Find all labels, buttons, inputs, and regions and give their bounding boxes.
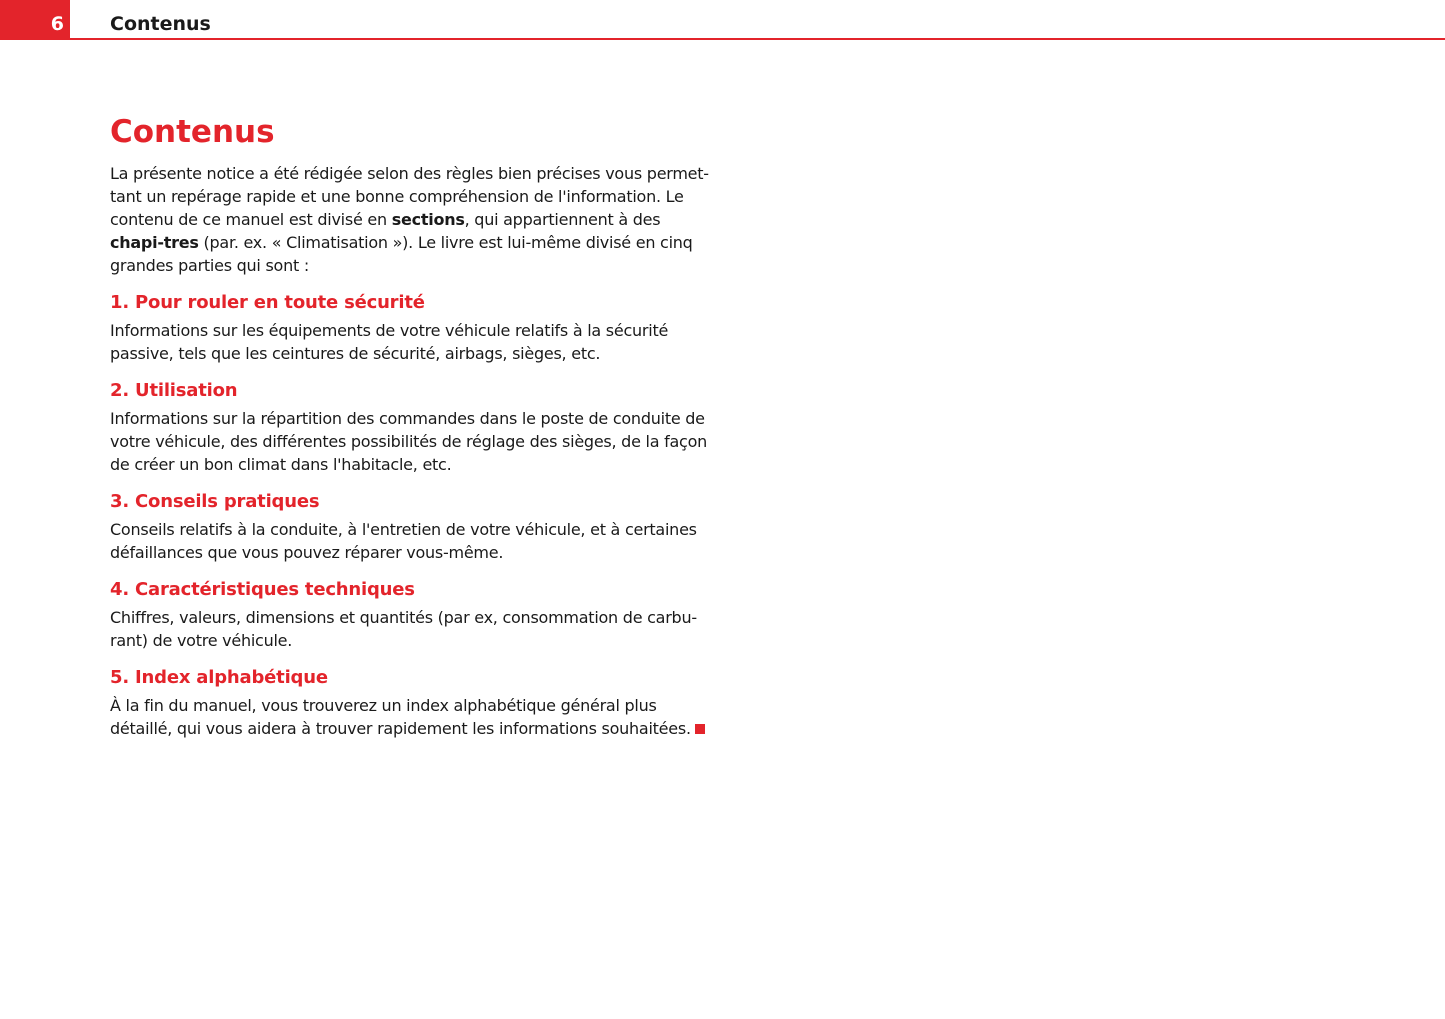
section-text-practical-tips: Conseils relatifs à la conduite, à l'entretien de votre véhicule, et à certaines défaillances que vous pouvez réparer vous-même. [110, 520, 697, 562]
section-heading-practical-tips: 3. Conseils pratiques [110, 491, 320, 512]
section-text-technical-data: Chiffres, valeurs, dimensions et quantités (par ex, consommation de carbu-rant) de votre véhicule. [110, 608, 697, 650]
section-heading-operation: 2. Utilisation [110, 380, 238, 401]
intro-text-3: (par. ex. « Climatisation »). Le livre est lui-même divisé en cinq grandes parties qui sont : [110, 233, 693, 275]
section-text-safety: Informations sur les équipements de votre véhicule relatifs à la sécurité passive, tels que les ceintures de sécurité, airbags, sièges, etc. [110, 321, 669, 363]
intro-bold-chapters: chapi-tres [110, 233, 199, 252]
header-divider [0, 38, 1445, 40]
running-title: Contenus [110, 13, 211, 35]
section-heading-safety: 1. Pour rouler en toute sécurité [110, 292, 425, 313]
section-heading-index: 5. Index alphabétique [110, 667, 328, 688]
end-of-section-marker-icon [695, 724, 705, 734]
page-number: 6 [50, 13, 64, 35]
section-text-operation: Informations sur la répartition des commandes dans le poste de conduite de votre véhicule, des différentes possibilités de réglage des sièges, de la façon de créer un bon climat dans l'habitacle, etc. [110, 409, 707, 474]
section-heading-technical-data: 4. Caractéristiques techniques [110, 579, 415, 600]
main-content [110, 110, 710, 740]
page-title: Contenus [110, 114, 275, 150]
intro-bold-sections: sections [391, 210, 465, 229]
section-text-index-paragraph [110, 694, 710, 740]
intro-text-1: La présente notice a été rédigée selon des règles bien précises vous permet-tant un repérage rapide et une bonne compréhension de l'information. Le contenu de ce manuel est divisé en [110, 164, 709, 229]
section-text-index: À la fin du manuel, vous trouverez un index alphabétique général plus détaillé, qui vous aidera à trouver rapidement les informations souhaitées. [110, 696, 691, 738]
intro-paragraph [110, 162, 710, 277]
intro-text-2: , qui appartiennent à des [464, 210, 661, 229]
